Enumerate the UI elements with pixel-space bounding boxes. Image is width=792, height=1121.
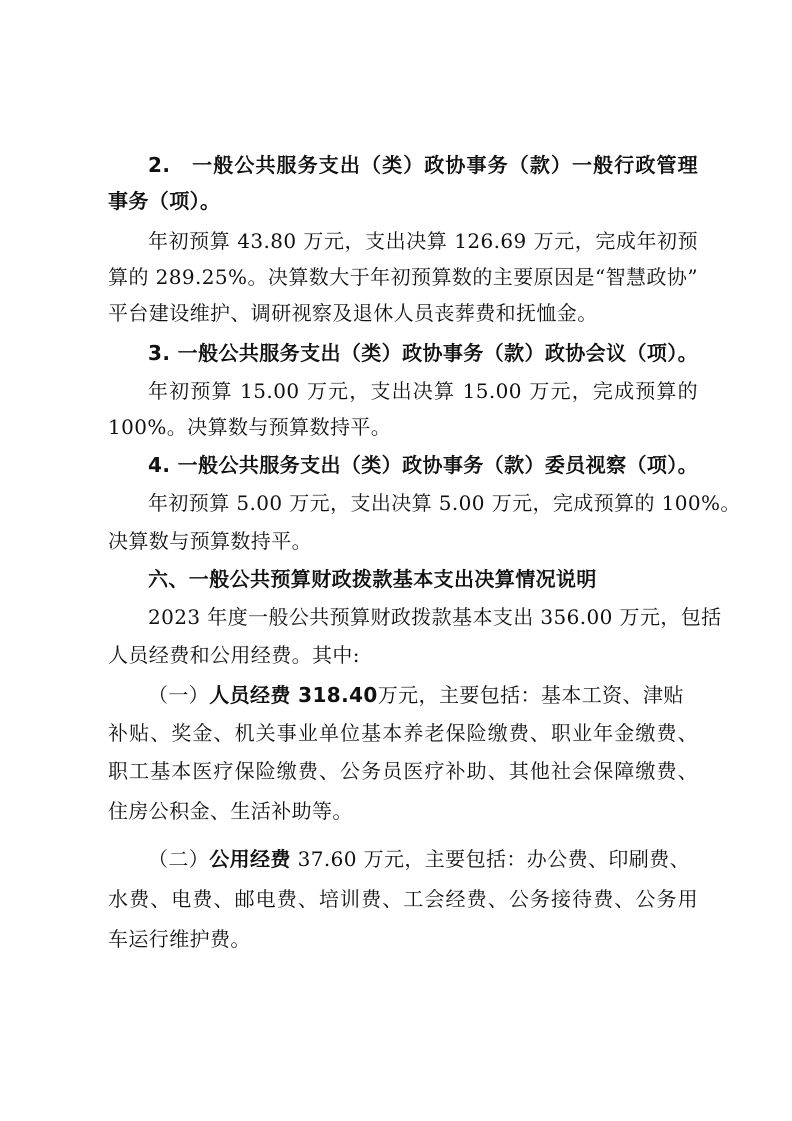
section2-heading-line1: 2. 一般公共服务支出（类）政协事务（款）一般行政管理 [148, 153, 698, 177]
personnel-line1 [148, 680, 698, 710]
section4-body-line2: 决算数与预算数持平。 [108, 529, 312, 553]
section6-intro-line2: 人员经费和公用经费。其中: [108, 643, 360, 667]
section4-body-line1: 年初预算 5.00 万元，支出决算 5.00 万元，完成预算的 100%。 [148, 491, 741, 515]
personnel-line3: 职工基本医疗保险缴费、公务员医疗补助、其他社会保障缴费、 [108, 759, 698, 783]
section2-heading-line2: 事务（项）。 [108, 189, 221, 213]
personnel-prefix: （一） [148, 683, 210, 707]
public-line1 [148, 844, 698, 874]
section3-body-line1: 年初预算 15.00 万元，支出决算 15.00 万元，完成预算的 [148, 379, 698, 403]
section3-heading: 3. 一般公共服务支出（类）政协事务（款）政协会议（项）。 [148, 341, 699, 365]
personnel-line4: 住房公积金、生活补助等。 [108, 799, 353, 823]
personnel-line2: 补贴、奖金、机关事业单位基本养老保险缴费、职业年金缴费、 [108, 721, 698, 745]
section6-intro-line1: 2023 年度一般公共预算财政拨款基本支出 356.00 万元，包括 [148, 605, 722, 629]
section2-body-line2: 算的 289.25%。决算数大于年初预算数的主要原因是“智慧政协” [108, 265, 698, 289]
public-line3: 车运行维护费。 [108, 927, 251, 951]
public-line2: 水费、电费、邮电费、培训费、工会经费、公务接待费、公务用 [108, 887, 698, 911]
public-label: 公用经费 [209, 847, 291, 871]
section3-body-line2: 100%。决算数与预算数持平。 [108, 415, 392, 439]
section6-heading: 六、一般公共预算财政拨款基本支出决算情况说明 [148, 567, 597, 591]
section2-body-line1: 年初预算 43.80 万元，支出决算 126.69 万元，完成年初预 [148, 229, 698, 253]
section2-body-line3: 平台建设维护、调研视察及退休人员丧葬费和抚恤金。 [108, 301, 598, 325]
section4-heading: 4. 一般公共服务支出（类）政协事务（款）委员视察（项）。 [148, 453, 699, 477]
public-prefix: （二） [148, 847, 210, 871]
personnel-rest: 万元，主要包括：基本工资、津贴 [377, 683, 684, 707]
public-rest: 37.60 万元，主要包括：办公费、印刷费、 [290, 847, 690, 871]
personnel-label: 人员经费 318.40 [209, 683, 378, 707]
